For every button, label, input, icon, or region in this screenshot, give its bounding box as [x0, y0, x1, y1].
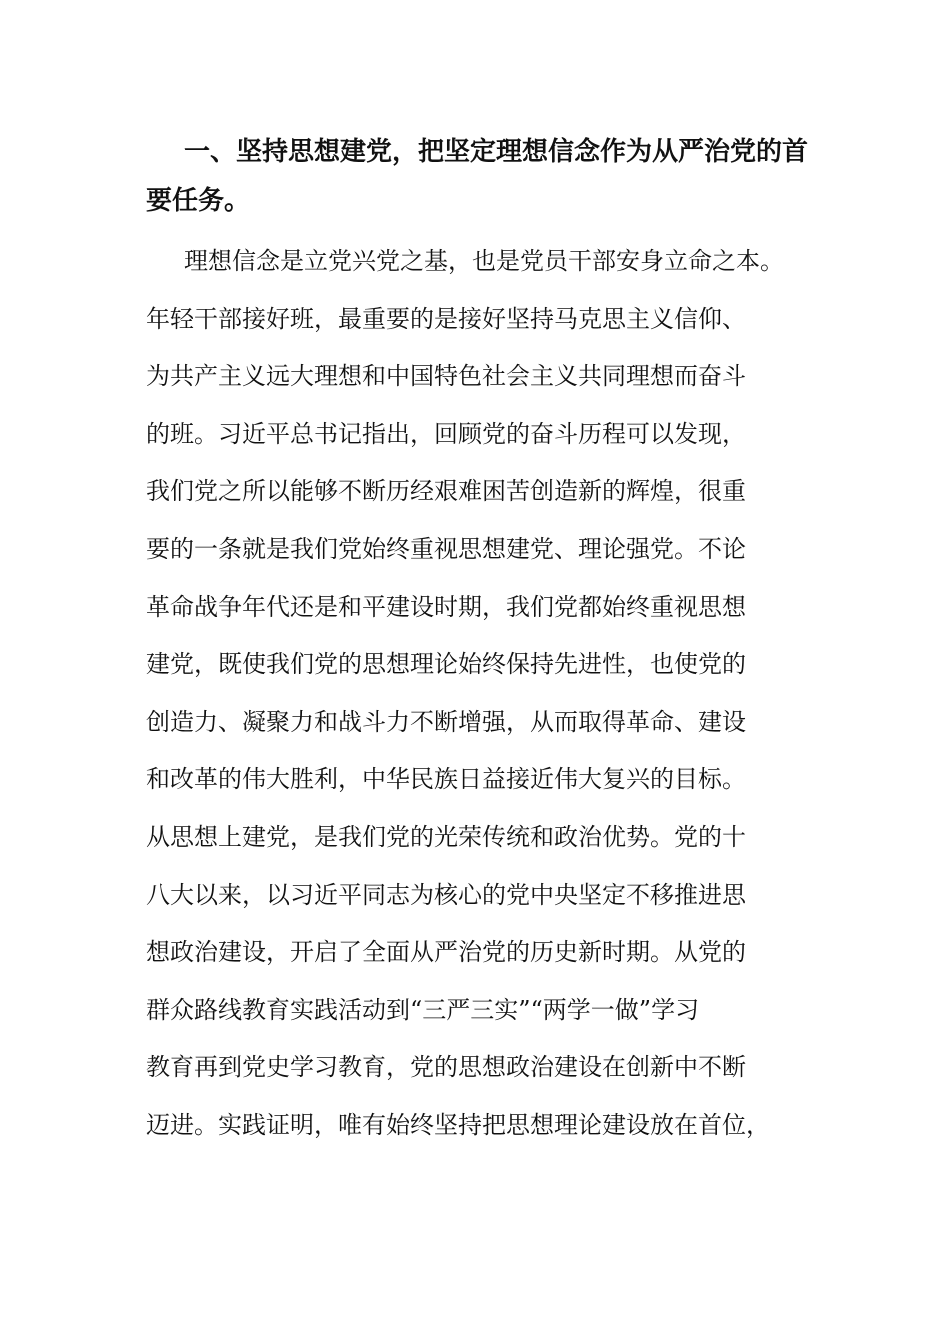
body-line: 革命战争年代还是和平建设时期，我们党都始终重视思想: [146, 592, 746, 621]
body-line: 为共产主义远大理想和中国特色社会主义共同理想而奋斗: [146, 362, 746, 391]
body-line: 的班。习近平总书记指出，回顾党的奋斗历程可以发现，: [146, 419, 746, 448]
body-line: 从思想上建党，是我们党的光荣传统和政治优势。党的十: [146, 822, 746, 851]
body-line: 迈进。实践证明，唯有始终坚持把思想理论建设放在首位，: [146, 1110, 770, 1139]
body-line: 教育再到党史学习教育，党的思想政治建设在创新中不断: [146, 1053, 746, 1082]
body-line: 要的一条就是我们党始终重视思想建党、理论强党。不论: [146, 534, 746, 563]
body-line: 年轻干部接好班，最重要的是接好坚持马克思主义信仰、: [146, 304, 746, 333]
heading-line: 一、坚持思想建党，把坚定理想信念作为从严治党的首: [184, 137, 809, 167]
heading-line: 要任务。: [146, 186, 251, 216]
body-line: 建党，既使我们党的思想理论始终保持先进性，也使党的: [146, 650, 746, 679]
body-line: 理想信念是立党兴党之基，也是党员干部安身立命之本。: [184, 247, 784, 275]
section-heading: [146, 128, 826, 226]
body-line: 创造力、凝聚力和战斗力不断增强，从而取得革命、建设: [146, 707, 746, 736]
body-line: 八大以来，以习近平同志为核心的党中央坚定不移推进思: [146, 880, 746, 909]
body-line: 群众路线教育实践活动到“三严三实”“两学一做”学习: [146, 995, 700, 1024]
body-line: 和改革的伟大胜利，中华民族日益接近伟大复兴的目标。: [146, 765, 746, 794]
body-line: 我们党之所以能够不断历经艰难困苦创造新的辉煌，很重: [146, 477, 746, 506]
body-line: 想政治建设，开启了全面从严治党的历史新时期。从党的: [146, 938, 746, 967]
body-paragraph: [146, 233, 846, 1155]
